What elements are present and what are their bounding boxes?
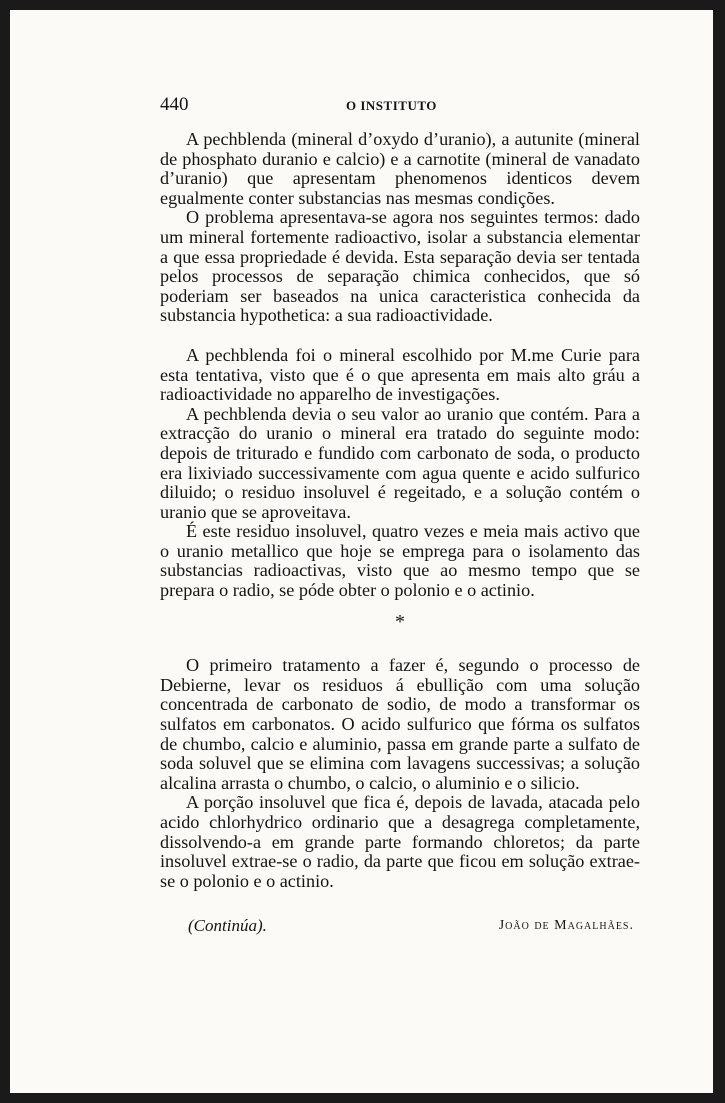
- page-footer: [160, 916, 640, 940]
- paragraph: O problema apresentava-se agora nos seguintes termos: dado um mineral fortemente radioactivo, isolar a substancia elementar a que essa propriedade é devida. Esta separação devia ser tentada pelos processos de separação chimica conhecidos, que só poderiam ser baseados na unica caracteristica conhecida da substancia hypothetica: a sua radioactividade.: [160, 207, 640, 326]
- paragraph: A porção insoluvel que fica é, depois de lavada, atacada pelo acido chlorhydrico ordinario que a desagrega completamente, dissolvendo-a em grande parte formando chloretos; da parte insoluvel extrae-se o radio, da parte que ficou em solução extrae-se o polonio e o actinio.: [160, 792, 640, 891]
- page-header: [160, 94, 640, 118]
- author-signature: João de Magalhães.: [498, 918, 634, 933]
- paragraph: A pechblenda devia o seu valor ao uranio que contém. Para a extracção do uranio o mineral era tratado do seguinte modo: depois de triturado e fundido com carbonato de soda, o producto era lixiviado successivamente com agua quente e acido sulfurico diluido; o residuo insoluvel é regeitado, e a solução contém o uranio que se aproveitava.: [160, 403, 640, 522]
- paragraph: A pechblenda foi o mineral escolhido por M.me Curie para esta tentativa, visto que é o que apresenta em mais alto gráu a radioactividade no apparelho de investigações.: [160, 344, 640, 405]
- paragraph: A pechblenda (mineral d’oxydo d’uranio), a autunite (mineral de phosphato duranio e calcio) e a carnotite (mineral de vanadato d’uranio) que apresentam phenomenos identicos devem egualmente conter substancias nas mesmas condições.: [160, 129, 640, 208]
- running-head: O INSTITUTO: [346, 98, 437, 113]
- paragraph: É este residuo insoluvel, quatro vezes e meia mais activo que o uranio metallico que hoje se emprega para o isolamento das substancias radioactivas, visto que ao mesmo tempo que se prepara o radio, se póde obter o polonio e o actinio.: [160, 521, 640, 601]
- continued-note: (Continúa).: [188, 916, 267, 935]
- document-page: [10, 10, 713, 1093]
- paragraph: O primeiro tratamento a fazer é, segundo o processo de Debierne, levar os residuos á ebullição com uma solução concentrada de carbonato de sodio, de modo a transformar os sulfatos em carbonatos. O acido sulfurico que fórma os sulfatos de chumbo, calcio e aluminio, passa em grande parte a sulfato de soda soluvel que se elimina com lavagens successivas; a solução alcalina arrasta o chumbo, o calcio, o aluminio e o silicio.: [160, 655, 640, 793]
- body-text: [160, 130, 640, 891]
- page-number: 440: [160, 94, 189, 115]
- section-separator: *: [395, 610, 405, 633]
